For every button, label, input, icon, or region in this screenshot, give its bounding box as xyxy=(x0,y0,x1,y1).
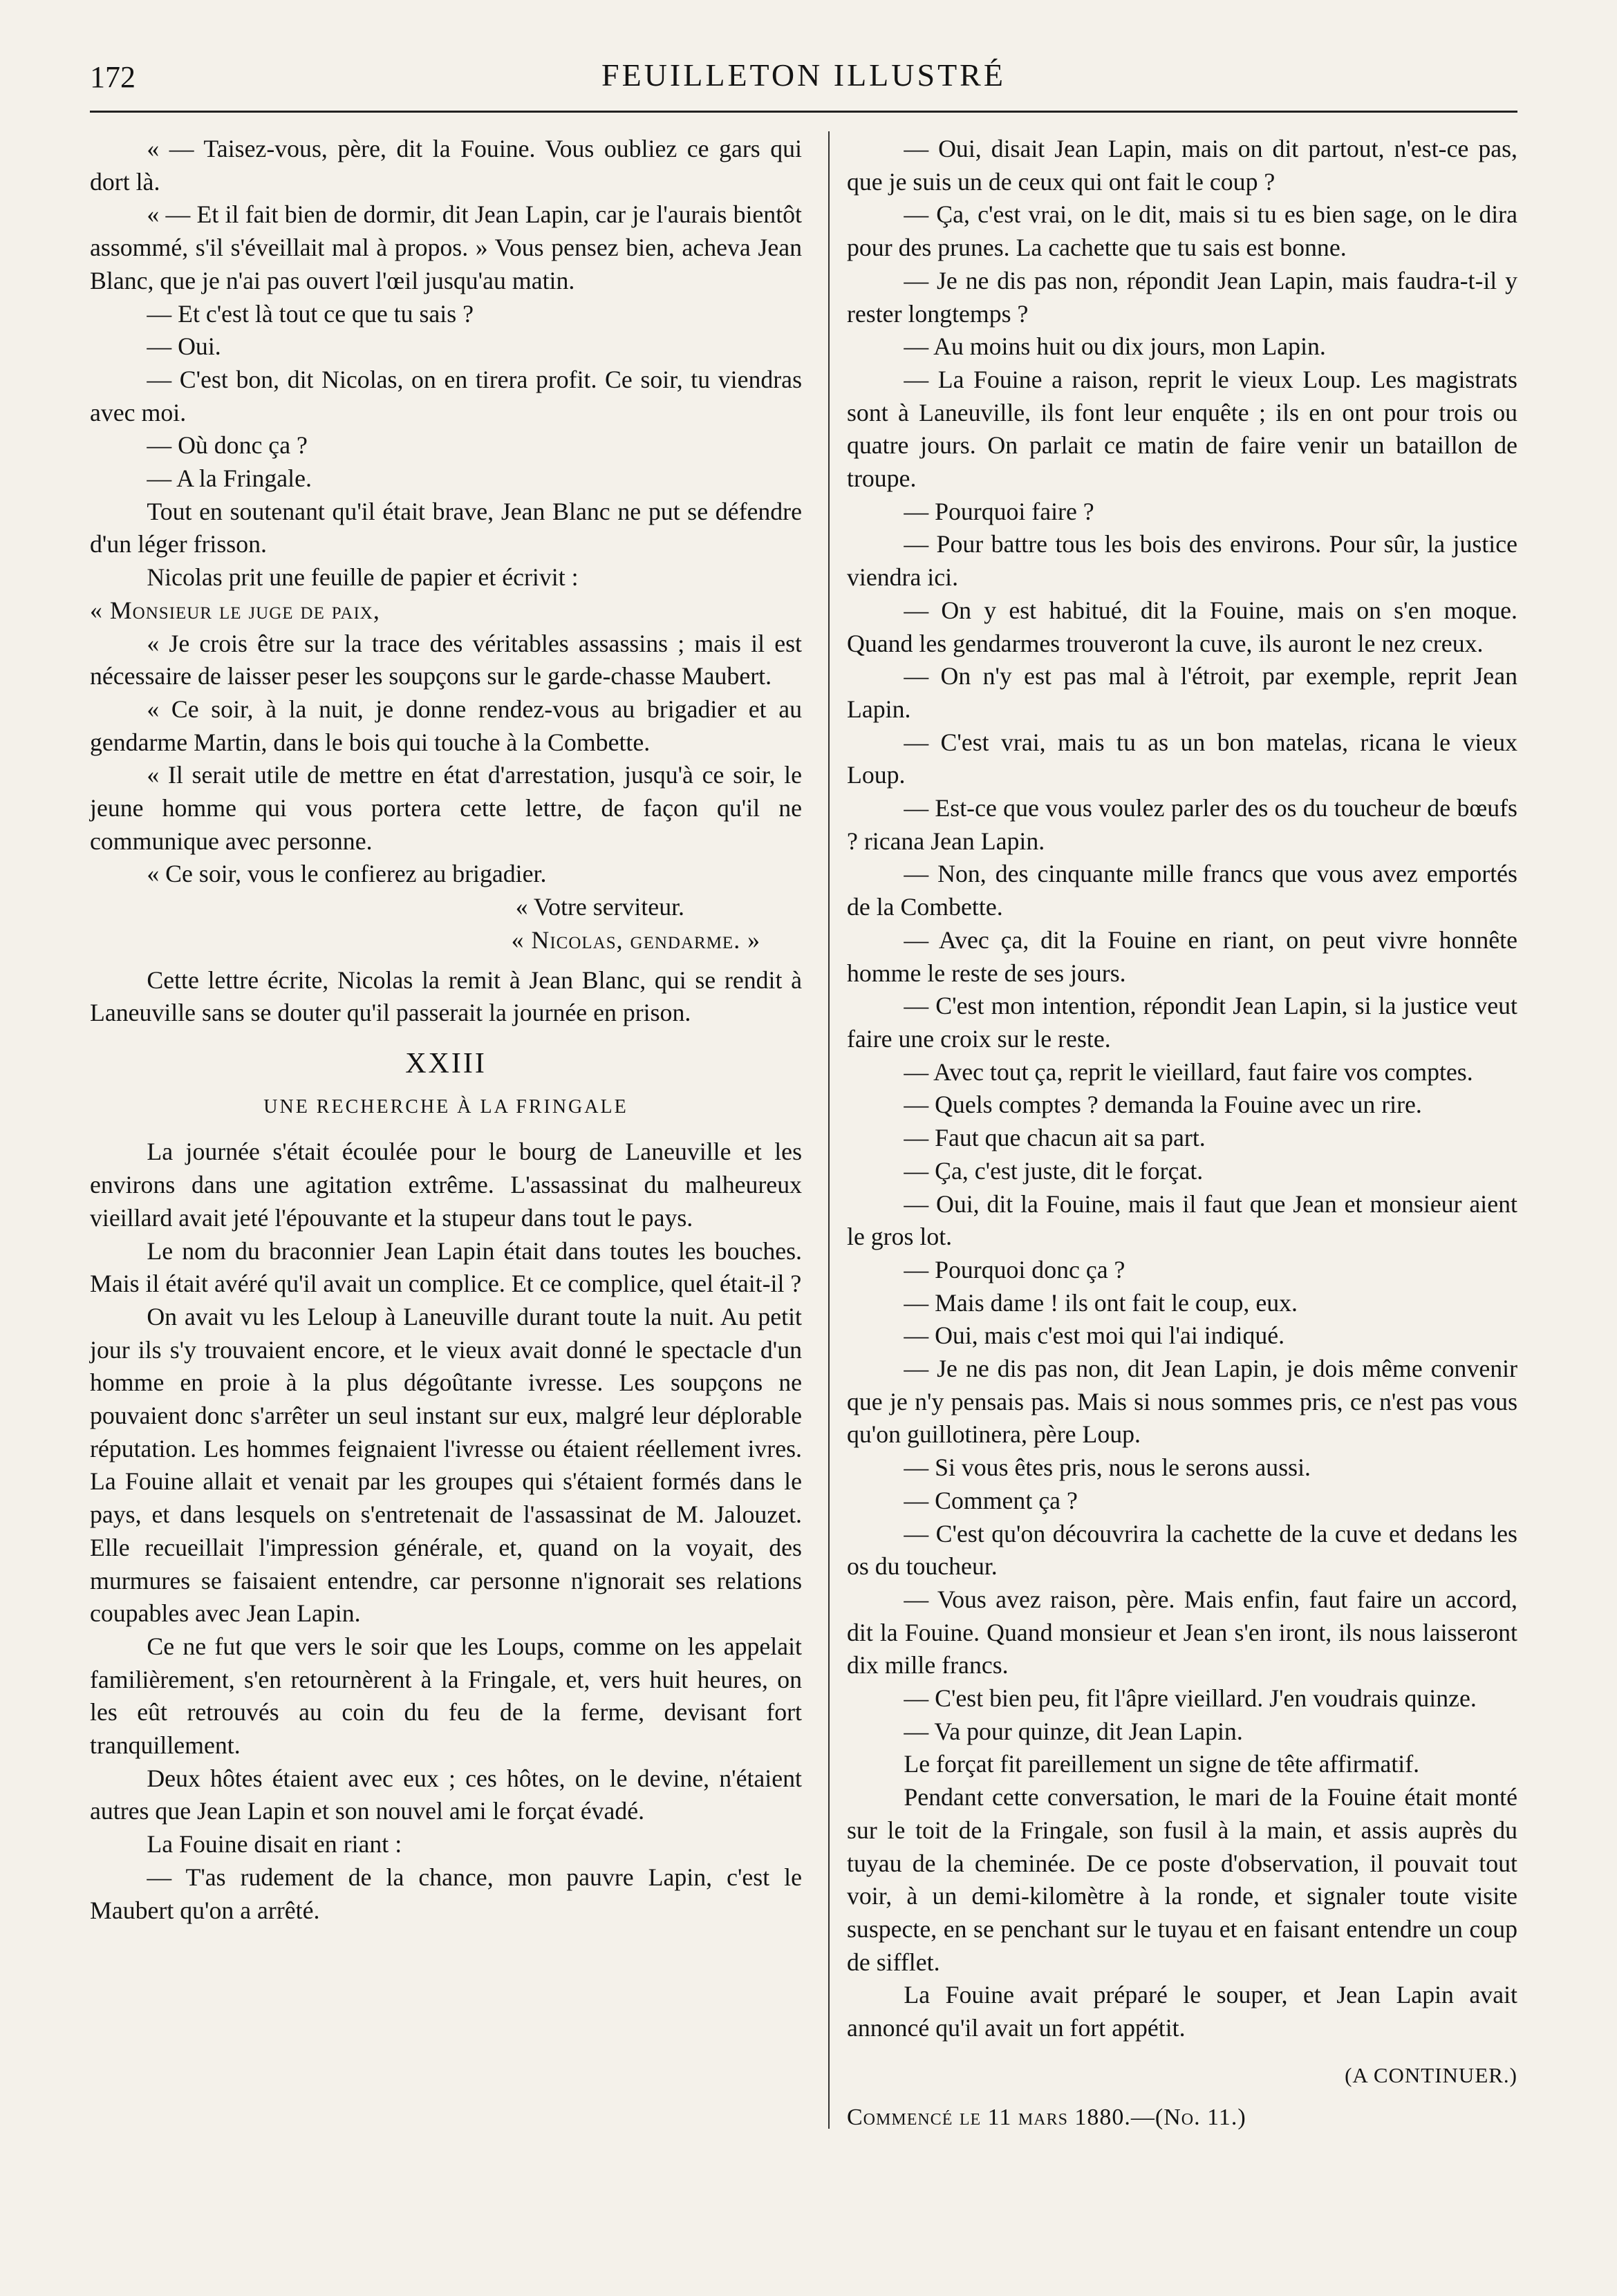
paragraph: — A la Fringale. xyxy=(147,464,312,493)
paragraph: Pendant cette conversation, le mari de la Fouine était monté sur le toit de la Fringale, son fusil à la main, et assis auprès du tuyau de la cheminée. De ce poste d'observation, il pouvait tout voir, à un demi-kilomètre à la ronde, et signaler toute visite suspecte, en se penchant sur le tuyau et en faisant entendre un coup de sifflet. xyxy=(847,1783,1517,1976)
paragraph: — Vous avez raison, père. Mais enfin, faut faire un accord, dit la Fouine. Quand monsieur et Jean s'en iront, ils nous laisseront dix mille francs. xyxy=(847,1585,1517,1679)
paragraph: — Oui. xyxy=(147,332,221,361)
letter-signature: « Nicolas, gendarme. » xyxy=(511,925,760,954)
paragraph: — Oui, disait Jean Lapin, mais on dit partout, n'est-ce pas, que je suis un de ceux qui ont fait le coup ? xyxy=(847,135,1517,196)
paragraph: — Avec ça, dit la Fouine en riant, on peut vivre honnête homme le reste de ses jours. xyxy=(847,925,1517,987)
chapter-number: XXIII xyxy=(405,1047,487,1080)
paragraph: — On y est habitué, dit la Fouine, mais on s'en moque. Quand les gendarmes trouveront la cuve, ils auront le nez creux. xyxy=(847,596,1517,657)
paragraph: — Pourquoi donc ça ? xyxy=(904,1255,1125,1283)
paragraph: — Quels comptes ? demanda la Fouine avec un rire. xyxy=(904,1091,1422,1119)
letter-paragraph: « Ce soir, vous le confierez au brigadier. xyxy=(147,860,547,888)
paragraph: Tout en soutenant qu'il était brave, Jean Blanc ne put se défendre d'un léger frisson. xyxy=(90,497,802,558)
paragraph: La Fouine avait préparé le souper, et Jean Lapin avait annoncé qu'il avait un fort appétit. xyxy=(847,1981,1517,2042)
paragraph: — Avec tout ça, reprit le vieillard, faut faire vos comptes. xyxy=(904,1057,1473,1086)
paragraph: — Mais dame ! ils ont fait le coup, eux. xyxy=(904,1288,1298,1317)
paragraph: La Fouine disait en riant : xyxy=(147,1830,402,1859)
paragraph: — Oui, mais c'est moi qui l'ai indiqué. xyxy=(904,1321,1285,1350)
paragraph: — Non, des cinquante mille francs que vous avez emportés de la Combette. xyxy=(847,860,1517,921)
paragraph: Le nom du braconnier Jean Lapin était dans toutes les bouches. Mais il était avéré qu'il avait un complice. Et ce complice, quel était-il ? xyxy=(90,1236,802,1298)
paragraph: « — Taisez-vous, père, dit la Fouine. Vous oubliez ce gars qui dort là. xyxy=(90,135,802,196)
letter-paragraph: « Ce soir, à la nuit, je donne rendez-vous au brigadier et au gendarme Martin, dans le bois qui touche à la Combette. xyxy=(90,695,802,756)
paragraph: — On n'y est pas mal à l'étroit, par exemple, reprit Jean Lapin. xyxy=(847,662,1517,723)
right-column xyxy=(847,133,1517,2134)
paragraph: Le forçat fit pareillement un signe de tête affirmatif. xyxy=(904,1750,1420,1778)
paragraph: — Pourquoi faire ? xyxy=(904,497,1094,525)
paragraph: Cette lettre écrite, Nicolas la remit à Jean Blanc, qui se rendit à Laneuville sans se douter qu'il passerait la journée en prison. xyxy=(90,966,802,1027)
paragraph: On avait vu les Leloup à Laneuville durant toute la nuit. Au petit jour ils s'y trouvaient encore, et le vieux avait donné le spectacle d'un homme en proie à la plus dégoûtante ivresse. Les soupçons ne pouvaient donc s'arrêter un seul instant sur eux, malgré leur déplorable réputation. Les hommes feignaient l'ivresse ou étaient réellement ivres. La Fouine allait et venait par les groupes qui s'étaient formés dans le pays, et dans lesquels on s'entretenait de l'assassinat de M. Jalouzet. Elle recueillait l'impression générale, et, quand on la voyait, des murmures se faisaient entendre, car personne n'ignorait ses relations coupables avec Jean Lapin. xyxy=(90,1302,802,1628)
paragraph: — Je ne dis pas non, répondit Jean Lapin, mais faudra-t-il y rester longtemps ? xyxy=(847,266,1517,328)
paragraph: — C'est vrai, mais tu as un bon matelas, ricana le vieux Loup. xyxy=(847,728,1517,789)
paragraph: La journée s'était écoulée pour le bourg de Laneuville et les environs dans une agitation extrême. L'assassinat du malheureux vieillard avait jeté l'épouvante et la stupeur dans tout le pays. xyxy=(90,1138,802,1232)
paragraph: — Et c'est là tout ce que tu sais ? xyxy=(147,299,474,328)
column-divider xyxy=(828,131,830,2129)
paragraph: — Où donc ça ? xyxy=(147,431,308,460)
paragraph: — Pour battre tous les bois des environs. Pour sûr, la justice viendra ici. xyxy=(847,530,1517,592)
paragraph: — Au moins huit ou dix jours, mon Lapin. xyxy=(904,332,1326,361)
header-rule xyxy=(90,111,1517,113)
letter-paragraph: « Il serait utile de mettre en état d'arrestation, jusqu'à ce soir, le jeune homme qui vous portera cette lettre, de façon qu'il ne communique avec personne. xyxy=(90,761,802,855)
paragraph: Ce ne fut que vers le soir que les Loups, comme on les appelait familièrement, s'en retournèrent à la Fringale, et, vers huit heures, on les eût retrouvés au coin du feu de la ferme, devisant fort tranquillement. xyxy=(90,1632,802,1760)
paragraph: « — Et il fait bien de dormir, dit Jean Lapin, car je l'aurais bientôt assommé, s'il s'éveillait mal à propos. » Vous pensez bien, acheva Jean Blanc, que je n'ai pas ouvert l'œil jusqu'au matin. xyxy=(90,200,802,294)
serial-start-note: Commencé le 11 mars 1880.—(No. 11.) xyxy=(847,2105,1246,2131)
paragraph: — Si vous êtes pris, nous le serons aussi. xyxy=(904,1453,1311,1482)
paragraph: — Faut que chacun ait sa part. xyxy=(904,1124,1206,1152)
paragraph: — T'as rudement de la chance, mon pauvre Lapin, c'est le Maubert qu'on a arrêté. xyxy=(90,1863,802,1924)
page-header xyxy=(90,54,1517,102)
paragraph: Nicolas prit une feuille de papier et écrivit : xyxy=(147,563,579,592)
letter-salutation: « Monsieur le juge de paix, xyxy=(90,596,380,624)
paragraph: — C'est bien peu, fit l'âpre vieillard. J'en voudrais quinze. xyxy=(904,1684,1477,1713)
paragraph: Deux hôtes étaient avec eux ; ces hôtes, on le devine, n'étaient autres que Jean Lapin et son nouvel ami le forçat évadé. xyxy=(90,1764,802,1825)
paragraph: — Ça, c'est vrai, on le dit, mais si tu es bien sage, on le dira pour des prunes. La cachette que tu sais est bonne. xyxy=(847,200,1517,262)
running-title: FEUILLETON ILLUSTRÉ xyxy=(601,57,1006,93)
paragraph: — Va pour quinze, dit Jean Lapin. xyxy=(904,1717,1243,1745)
paragraph: — Oui, dit la Fouine, mais il faut que Jean et monsieur aient le gros lot. xyxy=(847,1189,1517,1251)
page-number: 172 xyxy=(90,60,135,94)
chapter-title: UNE RECHERCHE À LA FRINGALE xyxy=(263,1095,628,1118)
letter-paragraph: « Je crois être sur la trace des véritables assassins ; mais il est nécessaire de laisser peser les soupçons sur le garde-chasse Maubert. xyxy=(90,629,802,690)
paragraph: — Je ne dis pas non, dit Jean Lapin, je dois même convenir que je n'y pensais pas. Mais si nous sommes pris, ce n'est pas vous qu'on guillotinera, père Loup. xyxy=(847,1355,1517,1449)
paragraph: — Ça, c'est juste, dit le forçat. xyxy=(904,1156,1204,1185)
paragraph: — Comment ça ? xyxy=(904,1486,1078,1514)
left-column xyxy=(90,133,802,1927)
paragraph: — La Fouine a raison, reprit le vieux Loup. Les magistrats sont à Laneuville, ils font leur enquête ; ils en ont pour trois ou quatre jours. On parlait ce matin de faire venir un bataillon de troupe. xyxy=(847,365,1517,493)
to-be-continued: (A CONTINUER.) xyxy=(1345,2062,1517,2087)
paragraph: — C'est qu'on découvrira la cachette de la cuve et dedans les os du toucheur. xyxy=(847,1519,1517,1581)
paragraph: — C'est bon, dit Nicolas, on en tirera profit. Ce soir, tu viendras avec moi. xyxy=(90,365,802,426)
paragraph: — Est-ce que vous voulez parler des os du toucheur de bœufs ? ricana Jean Lapin. xyxy=(847,794,1517,855)
letter-closing: « Votre serviteur. xyxy=(515,893,684,921)
paragraph: — C'est mon intention, répondit Jean Lapin, si la justice veut faire une croix sur le reste. xyxy=(847,992,1517,1053)
